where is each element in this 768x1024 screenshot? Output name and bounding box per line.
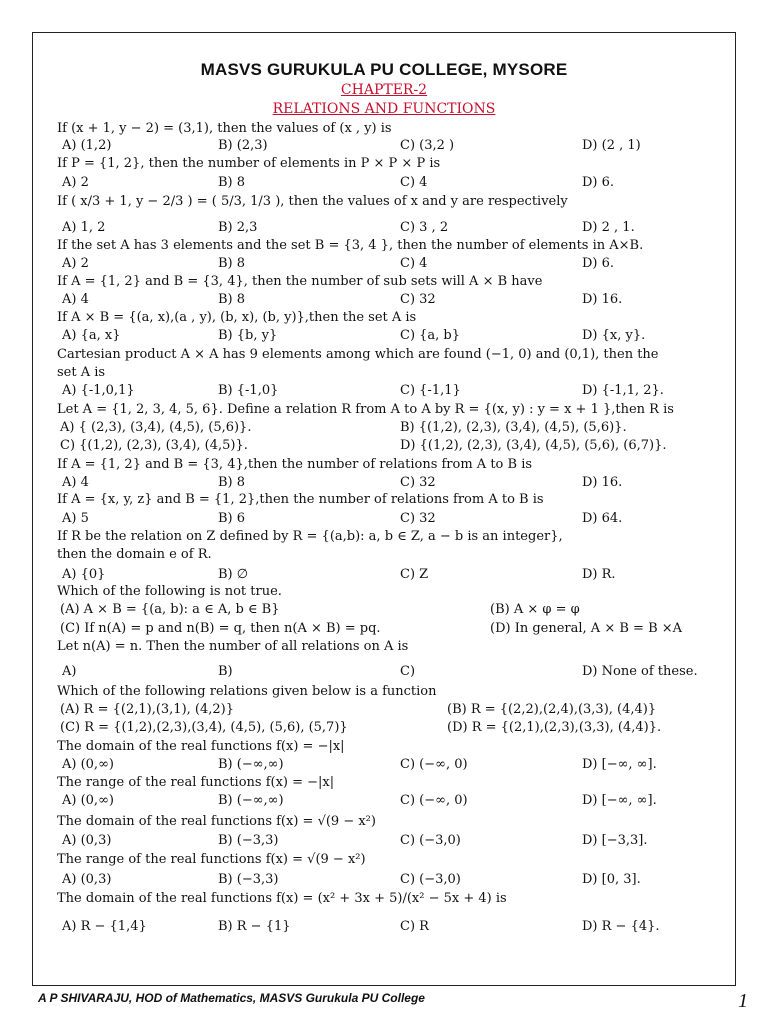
option: D) [0, 3]. [582,872,641,887]
question-text: If A = {1, 2} and B = {3, 4},then the number of relations from A to B is [57,457,533,472]
option: D) 16. [582,292,623,307]
option: B) (2,3) [218,138,268,153]
chapter-heading: CHAPTER-2 [340,82,428,98]
option: A) 4 [62,292,89,307]
option: (A) R = {(2,1),(3,1), (4,2)} [60,702,235,717]
question-text: If (x + 1, y − 2) = (3,1), then the values of (x , y) is [57,121,392,136]
option: A) (0,∞) [62,757,114,772]
option: D) {(1,2), (2,3), (3,4), (4,5), (5,6), (6,7)}. [400,438,667,453]
option: C) (−∞, 0) [400,793,468,808]
option: C) {-1,1} [400,383,461,398]
option: D) (2 , 1) [582,138,641,153]
question-text: If the set A has 3 elements and the set B = {3, 4 }, then the number of elements in A×B. [57,238,644,253]
topic-heading: RELATIONS AND FUNCTIONS [272,101,496,117]
option: D) R − {4}. [582,919,660,934]
question-text: Let A = {1, 2, 3, 4, 5, 6}. Define a relation R from A to A by R = {(x, y) : y = x + 1 },then R is [57,402,674,417]
option: D) 2 , 1. [582,220,635,235]
option: C) (−3,0) [400,833,461,848]
option: A) 2 [62,256,89,271]
option: B) (−3,3) [218,872,279,887]
option: B) 2,3 [218,220,258,235]
option: D) [−3,3]. [582,833,648,848]
option: (B) A × φ = φ [490,602,580,617]
option: D) 6. [582,175,615,190]
option: C) R [400,919,429,934]
college-title: MASVS GURUKULA PU COLLEGE, MYSORE [200,60,568,79]
option: B) (−∞,∞) [218,793,284,808]
question-text: The range of the real functions f(x) = −|x| [57,775,335,790]
option: A) 4 [62,475,89,490]
question-text: If P = {1, 2}, then the number of elements in P × P × P is [57,156,441,171]
option: A) (1,2) [62,138,112,153]
option: C) (3,2 ) [400,138,455,153]
option: D) None of these. [582,664,698,679]
option: B) R − {1} [218,919,291,934]
option: C) 32 [400,475,436,490]
option: B) {(1,2), (2,3), (3,4), (4,5), (5,6)}. [400,420,627,435]
option: D) R. [582,567,616,582]
option: B) (−3,3) [218,833,279,848]
question-text: The domain of the real functions f(x) = √(9 − x²) [57,814,376,829]
option: A) 1, 2 [62,220,106,235]
question-text: The range of the real functions f(x) = √(9 − x²) [57,852,366,867]
option: B) [218,664,233,679]
question-text: If A × B = {(a, x),(a , y), (b, x), (b, y)},then the set A is [57,310,417,325]
option: A) {a, x} [62,328,121,343]
option: B) 8 [218,475,246,490]
question-text: If ( x/3 + 1, y − 2/3 ) = ( 5/3, 1/3 ), then the values of x and y are respectively [57,194,568,209]
option: D) [−∞, ∞]. [582,757,657,772]
footer-author: A P SHIVARAJU, HOD of Mathematics, MASVS Gurukula PU College [38,991,425,1005]
option: D) {x, y}. [582,328,646,343]
option: B) 8 [218,175,246,190]
page-number: 1 [738,990,748,1012]
option: C) 3 , 2 [400,220,449,235]
option: (C) If n(A) = p and n(B) = q, then n(A × B) = pq. [60,621,381,636]
option: B) {-1,0} [218,383,279,398]
option: C) {(1,2), (2,3), (3,4), (4,5)}. [60,438,248,453]
option: A) R − {1,4} [62,919,147,934]
option: C) (−∞, 0) [400,757,468,772]
option: A) 5 [62,511,89,526]
question-text: If R be the relation on Z defined by R = {(a,b): a, b ∈ Z, a − b is an integer}, [57,529,563,544]
option: (A) A × B = {(a, b): a ∈ A, b ∈ B} [60,602,280,617]
option: C) 32 [400,292,436,307]
option: C) 4 [400,256,428,271]
option: C) 4 [400,175,428,190]
question-text: If A = {x, y, z} and B = {1, 2},then the number of relations from A to B is [57,492,544,507]
question-text: Cartesian product A × A has 9 elements among which are found (−1, 0) and (0,1), then the [57,347,659,362]
option: A) {0} [62,567,106,582]
option: A) { (2,3), (3,4), (4,5), (5,6)}. [60,420,252,435]
option: A) 2 [62,175,89,190]
question-text: Let n(A) = n. Then the number of all relations on A is [57,639,409,654]
option: A) [62,664,77,679]
option: B) 8 [218,292,246,307]
option: (B) R = {(2,2),(2,4),(3,3), (4,4)} [447,702,657,717]
option: D) {-1,1, 2}. [582,383,664,398]
question-text-cont: then the domain e of R. [57,547,212,562]
option: B) 6 [218,511,246,526]
option: C) Z [400,567,429,582]
option: B) ∅ [218,567,249,582]
option: A) (0,∞) [62,793,114,808]
option: B) (−∞,∞) [218,757,284,772]
question-text: Which of the following is not true. [57,584,282,599]
question-text: If A = {1, 2} and B = {3, 4}, then the number of sub sets will A × B have [57,274,543,289]
option: (C) R = {(1,2),(2,3),(3,4), (4,5), (5,6), (5,7)} [60,720,348,735]
option: C) [400,664,416,679]
question-text: The domain of the real functions f(x) = −|x| [57,739,345,754]
option: D) [−∞, ∞]. [582,793,657,808]
option: A) {-1,0,1} [62,383,135,398]
question-text-cont: set A is [57,365,106,380]
option: (D) In general, A × B = B ×A [490,621,683,636]
option: C) 32 [400,511,436,526]
option: D) 6. [582,256,615,271]
option: A) (0,3) [62,872,112,887]
option: (D) R = {(2,1),(2,3),(3,3), (4,4)}. [447,720,662,735]
option: D) 16. [582,475,623,490]
option: B) {b, y} [218,328,278,343]
option: C) {a, b} [400,328,461,343]
option: B) 8 [218,256,246,271]
question-text: The domain of the real functions f(x) = (x² + 3x + 5)/(x² − 5x + 4) is [57,891,507,906]
option: A) (0,3) [62,833,112,848]
option: D) 64. [582,511,623,526]
question-text: Which of the following relations given below is a function [57,684,437,699]
option: C) (−3,0) [400,872,461,887]
